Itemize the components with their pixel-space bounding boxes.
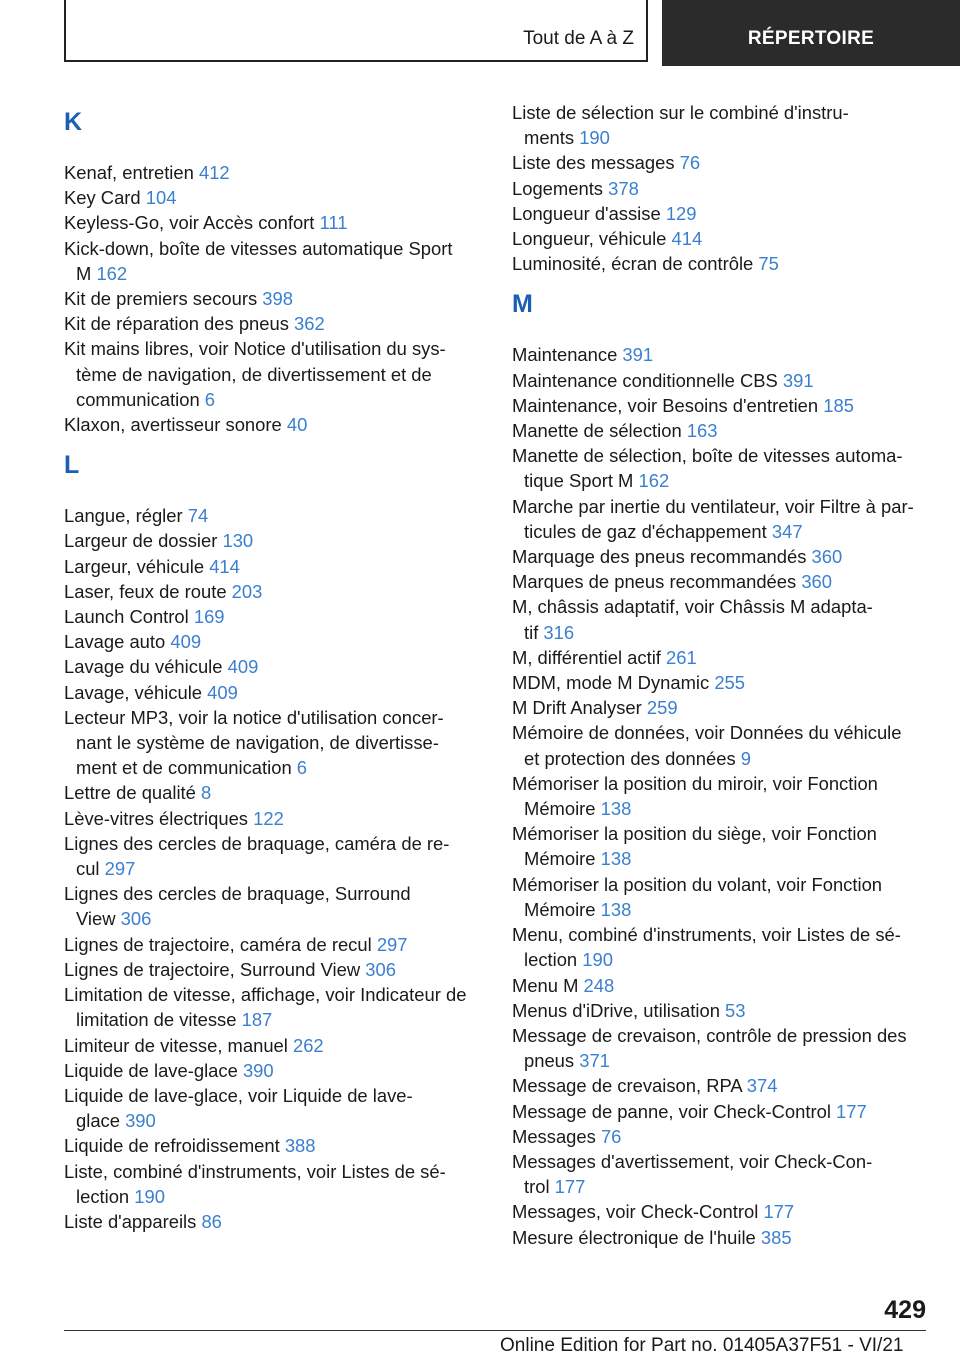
entry-text: Messages (512, 1125, 601, 1147)
page-link[interactable]: 390 (242, 1059, 274, 1081)
index-entry (64, 957, 484, 982)
entry-text: Marques de pneus recommandées (512, 571, 802, 593)
entry-text: Mémoire (524, 798, 601, 820)
tab-tout-de-a-a-z[interactable]: Tout de A à Z (523, 28, 634, 49)
index-entry (512, 973, 932, 998)
page-link[interactable]: 8 (201, 782, 212, 804)
index-entry-continuation (512, 897, 932, 922)
page-link[interactable]: 74 (187, 505, 209, 527)
entry-text: tème de navigation, de divertissement et de (76, 363, 432, 385)
index-entry (512, 1073, 932, 1098)
entry-text: Largeur de dossier (64, 530, 223, 552)
page-link[interactable]: 9 (740, 747, 751, 769)
index-entry (512, 494, 932, 519)
entry-text: Liste d'appareils (64, 1210, 202, 1232)
index-entry-continuation (512, 746, 932, 771)
index-entry (64, 412, 484, 437)
page-link[interactable]: 138 (600, 848, 632, 870)
section-letter: L (64, 451, 80, 480)
entry-text: Launch Control (64, 606, 194, 628)
page-link[interactable]: 53 (725, 999, 746, 1021)
footer-divider (64, 1330, 926, 1331)
entry-text: Liste des messages (512, 152, 680, 174)
index-column-right (512, 100, 932, 1250)
index-entry (64, 236, 484, 261)
page-link[interactable]: 6 (204, 388, 216, 410)
index-entry (512, 544, 932, 569)
page-link[interactable]: 414 (209, 555, 240, 577)
entry-text: Klaxon, avertisseur sonore (64, 414, 287, 436)
entry-text: Liste de sélection sur le combiné d'instru- (512, 102, 849, 123)
page-link[interactable]: 190 (579, 127, 610, 149)
index-entry (512, 150, 932, 175)
entry-text: Lavage, véhicule (64, 681, 208, 703)
index-entry (64, 528, 484, 553)
index-entry (64, 503, 484, 528)
page-link[interactable]: 169 (193, 606, 225, 628)
index-entry-continuation (64, 906, 484, 931)
entry-text: Luminosité, écran de contrôle (512, 253, 759, 275)
entry-text: Mémoire (524, 848, 601, 870)
page-link[interactable]: 111 (319, 212, 348, 234)
entry-text: Kick-down, boîte de vitesses automatique Sport (64, 237, 453, 259)
index-entry (512, 1199, 932, 1224)
entry-text: Menu M (512, 974, 584, 996)
entry-text: Longueur, véhicule (512, 228, 672, 250)
page-link[interactable]: 306 (365, 958, 396, 980)
index-entry (512, 1023, 932, 1048)
entry-text: Logements (512, 177, 609, 199)
index-entry (64, 554, 484, 579)
entry-text: Maintenance (512, 344, 623, 366)
index-entry (64, 982, 484, 1007)
page-link[interactable]: 6 (296, 757, 308, 779)
page-link[interactable]: 129 (665, 202, 697, 224)
entry-text: Marquage des pneus recommandés (512, 546, 812, 568)
index-entry (512, 569, 932, 594)
page-link[interactable]: 203 (231, 580, 263, 602)
page-link[interactable]: 262 (292, 1034, 324, 1056)
entry-text: pneus (524, 1050, 580, 1072)
index-entry (512, 720, 932, 745)
page-link[interactable]: 187 (241, 1009, 273, 1031)
index-entry (512, 368, 932, 393)
page-link[interactable]: 76 (600, 1125, 622, 1147)
entry-text: Lavage auto (64, 631, 171, 653)
page-link[interactable]: 371 (579, 1050, 610, 1072)
index-entry (512, 821, 932, 846)
page-link[interactable]: 385 (760, 1226, 792, 1248)
index-entry (512, 201, 932, 226)
page-link[interactable]: 391 (782, 369, 814, 391)
index-entry (64, 881, 484, 906)
index-entry (512, 872, 932, 897)
page-link[interactable]: 177 (836, 1100, 867, 1122)
entry-text: Kit mains libres, voir Notice d'utilisation du sys- (64, 338, 446, 360)
page-link[interactable]: 248 (583, 974, 615, 996)
entry-text: Mémoriser la position du miroir, voir Fonction (512, 772, 878, 794)
entry-text: Limiteur de vitesse, manuel (64, 1034, 293, 1056)
page-link[interactable]: 177 (554, 1176, 586, 1198)
index-entry (64, 680, 484, 705)
entry-text: Limitation de vitesse, affichage, voir Indicateur de (64, 984, 467, 1006)
index-entry (64, 1159, 484, 1184)
page-link[interactable]: 104 (145, 187, 177, 209)
index-entry (64, 831, 484, 856)
page-link[interactable]: 122 (253, 807, 284, 829)
entry-text: lection (76, 1185, 135, 1207)
entry-text: Mémoriser la position du volant, voir Fonction (512, 873, 883, 895)
page-link[interactable]: 162 (96, 262, 128, 284)
entry-text: Lignes des cercles de braquage, Surround (64, 883, 411, 905)
entry-text: ment et de communication (76, 757, 297, 779)
index-entry (512, 393, 932, 418)
entry-text: Mémoire de données, voir Données du véhicule (512, 722, 902, 744)
entry-text: Longueur d'assise (512, 202, 666, 224)
index-entry (512, 251, 932, 276)
index-entry (64, 780, 484, 805)
index-entry-continuation (64, 730, 484, 755)
index-entry (512, 695, 932, 720)
page-link[interactable]: 177 (763, 1201, 795, 1223)
page-link[interactable]: 259 (646, 697, 678, 719)
entry-text: Maintenance, voir Besoins d'entretien (512, 394, 824, 416)
index-entry (64, 579, 484, 604)
index-entry (512, 645, 932, 670)
index-entry (64, 1133, 484, 1158)
entry-text: Manette de sélection (512, 420, 687, 442)
page-link[interactable]: 409 (227, 656, 259, 678)
page-link[interactable]: 360 (801, 571, 832, 593)
index-entry (64, 336, 484, 361)
entry-text: Mesure électronique de l'huile (512, 1226, 761, 1248)
entry-text: Lignes des cercles de braquage, caméra de re- (64, 832, 450, 854)
index-entry (64, 210, 484, 235)
entry-text: cul (76, 858, 105, 880)
entry-text: et protection des données (524, 747, 741, 769)
page-link[interactable]: 360 (811, 546, 843, 568)
index-entry (512, 342, 932, 367)
entry-text: Mémoriser la position du siège, voir Fonction (512, 823, 877, 845)
index-entry (64, 932, 484, 957)
entry-text: tique Sport M (524, 470, 639, 492)
footer-edition-text: Online Edition for Part no. 01405A37F51 - VI/21 (500, 1335, 904, 1356)
entry-text: Message de crevaison, contrôle de pression des (512, 1024, 907, 1046)
index-entry (512, 1124, 932, 1149)
page-link[interactable]: 412 (198, 162, 230, 183)
index-entry-continuation (512, 796, 932, 821)
entry-text: communication (76, 388, 205, 410)
index-entry (64, 1083, 484, 1108)
index-entry (512, 1149, 932, 1174)
index-entry (512, 922, 932, 947)
page-link[interactable]: 76 (679, 152, 701, 174)
page-link[interactable]: 388 (284, 1135, 316, 1157)
page-link[interactable]: 138 (600, 798, 632, 820)
page-link[interactable]: 190 (134, 1185, 165, 1207)
page-link[interactable]: 185 (823, 394, 854, 416)
entry-text: Liste, combiné d'instruments, voir Listes de sé- (64, 1160, 446, 1182)
index-entry (512, 443, 932, 468)
index-entry (512, 176, 932, 201)
page-link[interactable]: 130 (222, 530, 254, 552)
page-link[interactable]: 190 (582, 949, 613, 971)
entry-text: Laser, feux de route (64, 580, 232, 602)
index-entry-continuation (64, 1007, 484, 1032)
entry-text: View (76, 908, 121, 930)
index-entry (64, 1209, 484, 1234)
section-letter: K (64, 108, 83, 136)
index-entry (64, 806, 484, 831)
page-link[interactable]: 86 (201, 1210, 222, 1232)
page-link[interactable]: 297 (376, 933, 408, 955)
page-link[interactable]: 391 (622, 344, 654, 366)
page-link[interactable]: 297 (104, 858, 136, 880)
index-entry (512, 998, 932, 1023)
entry-text: Kit de réparation des pneus (64, 313, 295, 335)
page-link[interactable]: 162 (638, 470, 670, 492)
entry-text: ments (524, 127, 580, 149)
section-letter: M (512, 290, 533, 319)
index-entry (64, 604, 484, 629)
entry-text: M (76, 262, 97, 284)
entry-text: Lève-vitres électriques (64, 807, 254, 829)
entry-text: ticules de gaz d'échappement (524, 520, 772, 542)
entry-text: tif (524, 621, 544, 643)
page-link[interactable]: 75 (758, 253, 779, 275)
page-link[interactable]: 409 (207, 681, 238, 703)
entry-text: Lignes de trajectoire, Surround View (64, 958, 366, 980)
entry-text: Maintenance conditionnelle CBS (512, 369, 783, 391)
index-entry (512, 100, 932, 125)
page-link[interactable]: 255 (714, 672, 746, 694)
entry-text: Messages, voir Check-Control (512, 1201, 764, 1223)
index-entry (64, 1058, 484, 1083)
index-entry-continuation (64, 1184, 484, 1209)
index-entry (64, 286, 484, 311)
index-entry-continuation (512, 1174, 932, 1199)
page-link[interactable]: 390 (125, 1110, 156, 1132)
entry-text: Menus d'iDrive, utilisation (512, 999, 726, 1021)
page-link[interactable]: 40 (286, 414, 308, 436)
page-header (0, 0, 960, 66)
entry-text: Lettre de qualité (64, 782, 202, 804)
entry-text: Mémoire (524, 898, 601, 920)
index-entry (512, 1225, 932, 1250)
page-link[interactable]: 306 (120, 908, 152, 930)
index-entry (64, 311, 484, 336)
entry-text: Langue, régler (64, 505, 188, 527)
entry-text: Lecteur MP3, voir la notice d'utilisation concer- (64, 706, 444, 728)
entry-text: Keyless-Go, voir Accès confort (64, 212, 320, 234)
entry-text: Kit de premiers secours (64, 288, 263, 310)
entry-text: M, châssis adaptatif, voir Châssis M adapta- (512, 596, 873, 618)
index-entry-continuation (512, 1048, 932, 1073)
entry-text: nant le système de navigation, de divertisse- (76, 732, 439, 754)
entry-text: M Drift Analyser (512, 697, 647, 719)
page-link[interactable]: 398 (262, 288, 293, 310)
entry-text: Marche par inertie du ventilateur, voir Filtre à par- (512, 495, 914, 517)
index-entry-continuation (64, 362, 484, 387)
index-entry-continuation (64, 755, 484, 780)
index-entry (512, 418, 932, 443)
index-entry (64, 185, 484, 210)
page-link[interactable]: 378 (608, 177, 639, 199)
entry-text: Liquide de lave-glace, voir Liquide de lave- (64, 1084, 413, 1106)
index-entry (512, 1099, 932, 1124)
tab-repertoire[interactable]: RÉPERTOIRE (662, 0, 960, 66)
page-link[interactable]: 316 (543, 621, 575, 643)
index-entry-continuation (512, 947, 932, 972)
entry-text: Largeur, véhicule (64, 555, 210, 577)
page-link[interactable]: 261 (666, 646, 697, 668)
entry-text: limitation de vitesse (76, 1009, 242, 1031)
entry-text: Message de crevaison, RPA (512, 1075, 747, 1097)
entry-text: Lignes de trajectoire, caméra de recul (64, 933, 377, 955)
page-number: 429 (884, 1296, 926, 1324)
index-entry (512, 670, 932, 695)
entry-text: Messages d'avertissement, voir Check-Con- (512, 1150, 873, 1172)
entry-text: Kenaf, entretien (64, 162, 199, 183)
entry-text: Message de panne, voir Check-Control (512, 1100, 837, 1122)
index-entry (512, 771, 932, 796)
index-entry-continuation (512, 846, 932, 871)
entry-text: Key Card (64, 187, 146, 209)
index-entry-continuation (64, 856, 484, 881)
index-entry (64, 1033, 484, 1058)
index-column-left (64, 100, 484, 1234)
index-entry-continuation (64, 387, 484, 412)
index-entry (64, 160, 484, 185)
index-entry (64, 629, 484, 654)
index-entry-continuation (64, 1108, 484, 1133)
page-link[interactable]: 414 (671, 228, 703, 250)
index-entry (64, 654, 484, 679)
entry-text: Manette de sélection, boîte de vitesses automa- (512, 445, 903, 467)
index-entry-continuation (64, 261, 484, 286)
entry-text: Menu, combiné d'instruments, voir Listes de sé- (512, 924, 901, 946)
index-entry-continuation (512, 620, 932, 645)
entry-text: MDM, mode M Dynamic (512, 672, 715, 694)
entry-text: Lavage du véhicule (64, 656, 228, 678)
page-link[interactable]: 362 (294, 313, 325, 335)
entry-text: Liquide de refroidissement (64, 1135, 285, 1157)
entry-text: M, différentiel actif (512, 646, 667, 668)
entry-text: glace (76, 1110, 126, 1132)
index-entry-continuation (512, 519, 932, 544)
entry-text: lection (524, 949, 583, 971)
entry-text: trol (524, 1176, 555, 1198)
page-link[interactable]: 138 (600, 898, 632, 920)
page-link[interactable]: 347 (771, 520, 803, 542)
index-entry (512, 226, 932, 251)
index-entry (64, 705, 484, 730)
index-entry (512, 594, 932, 619)
entry-text: Liquide de lave-glace (64, 1059, 243, 1081)
page-link[interactable]: 374 (746, 1075, 778, 1097)
index-entry-continuation (512, 468, 932, 493)
page-link[interactable]: 163 (686, 420, 718, 442)
page-link[interactable]: 409 (170, 631, 202, 653)
index-entry-continuation (512, 125, 932, 150)
